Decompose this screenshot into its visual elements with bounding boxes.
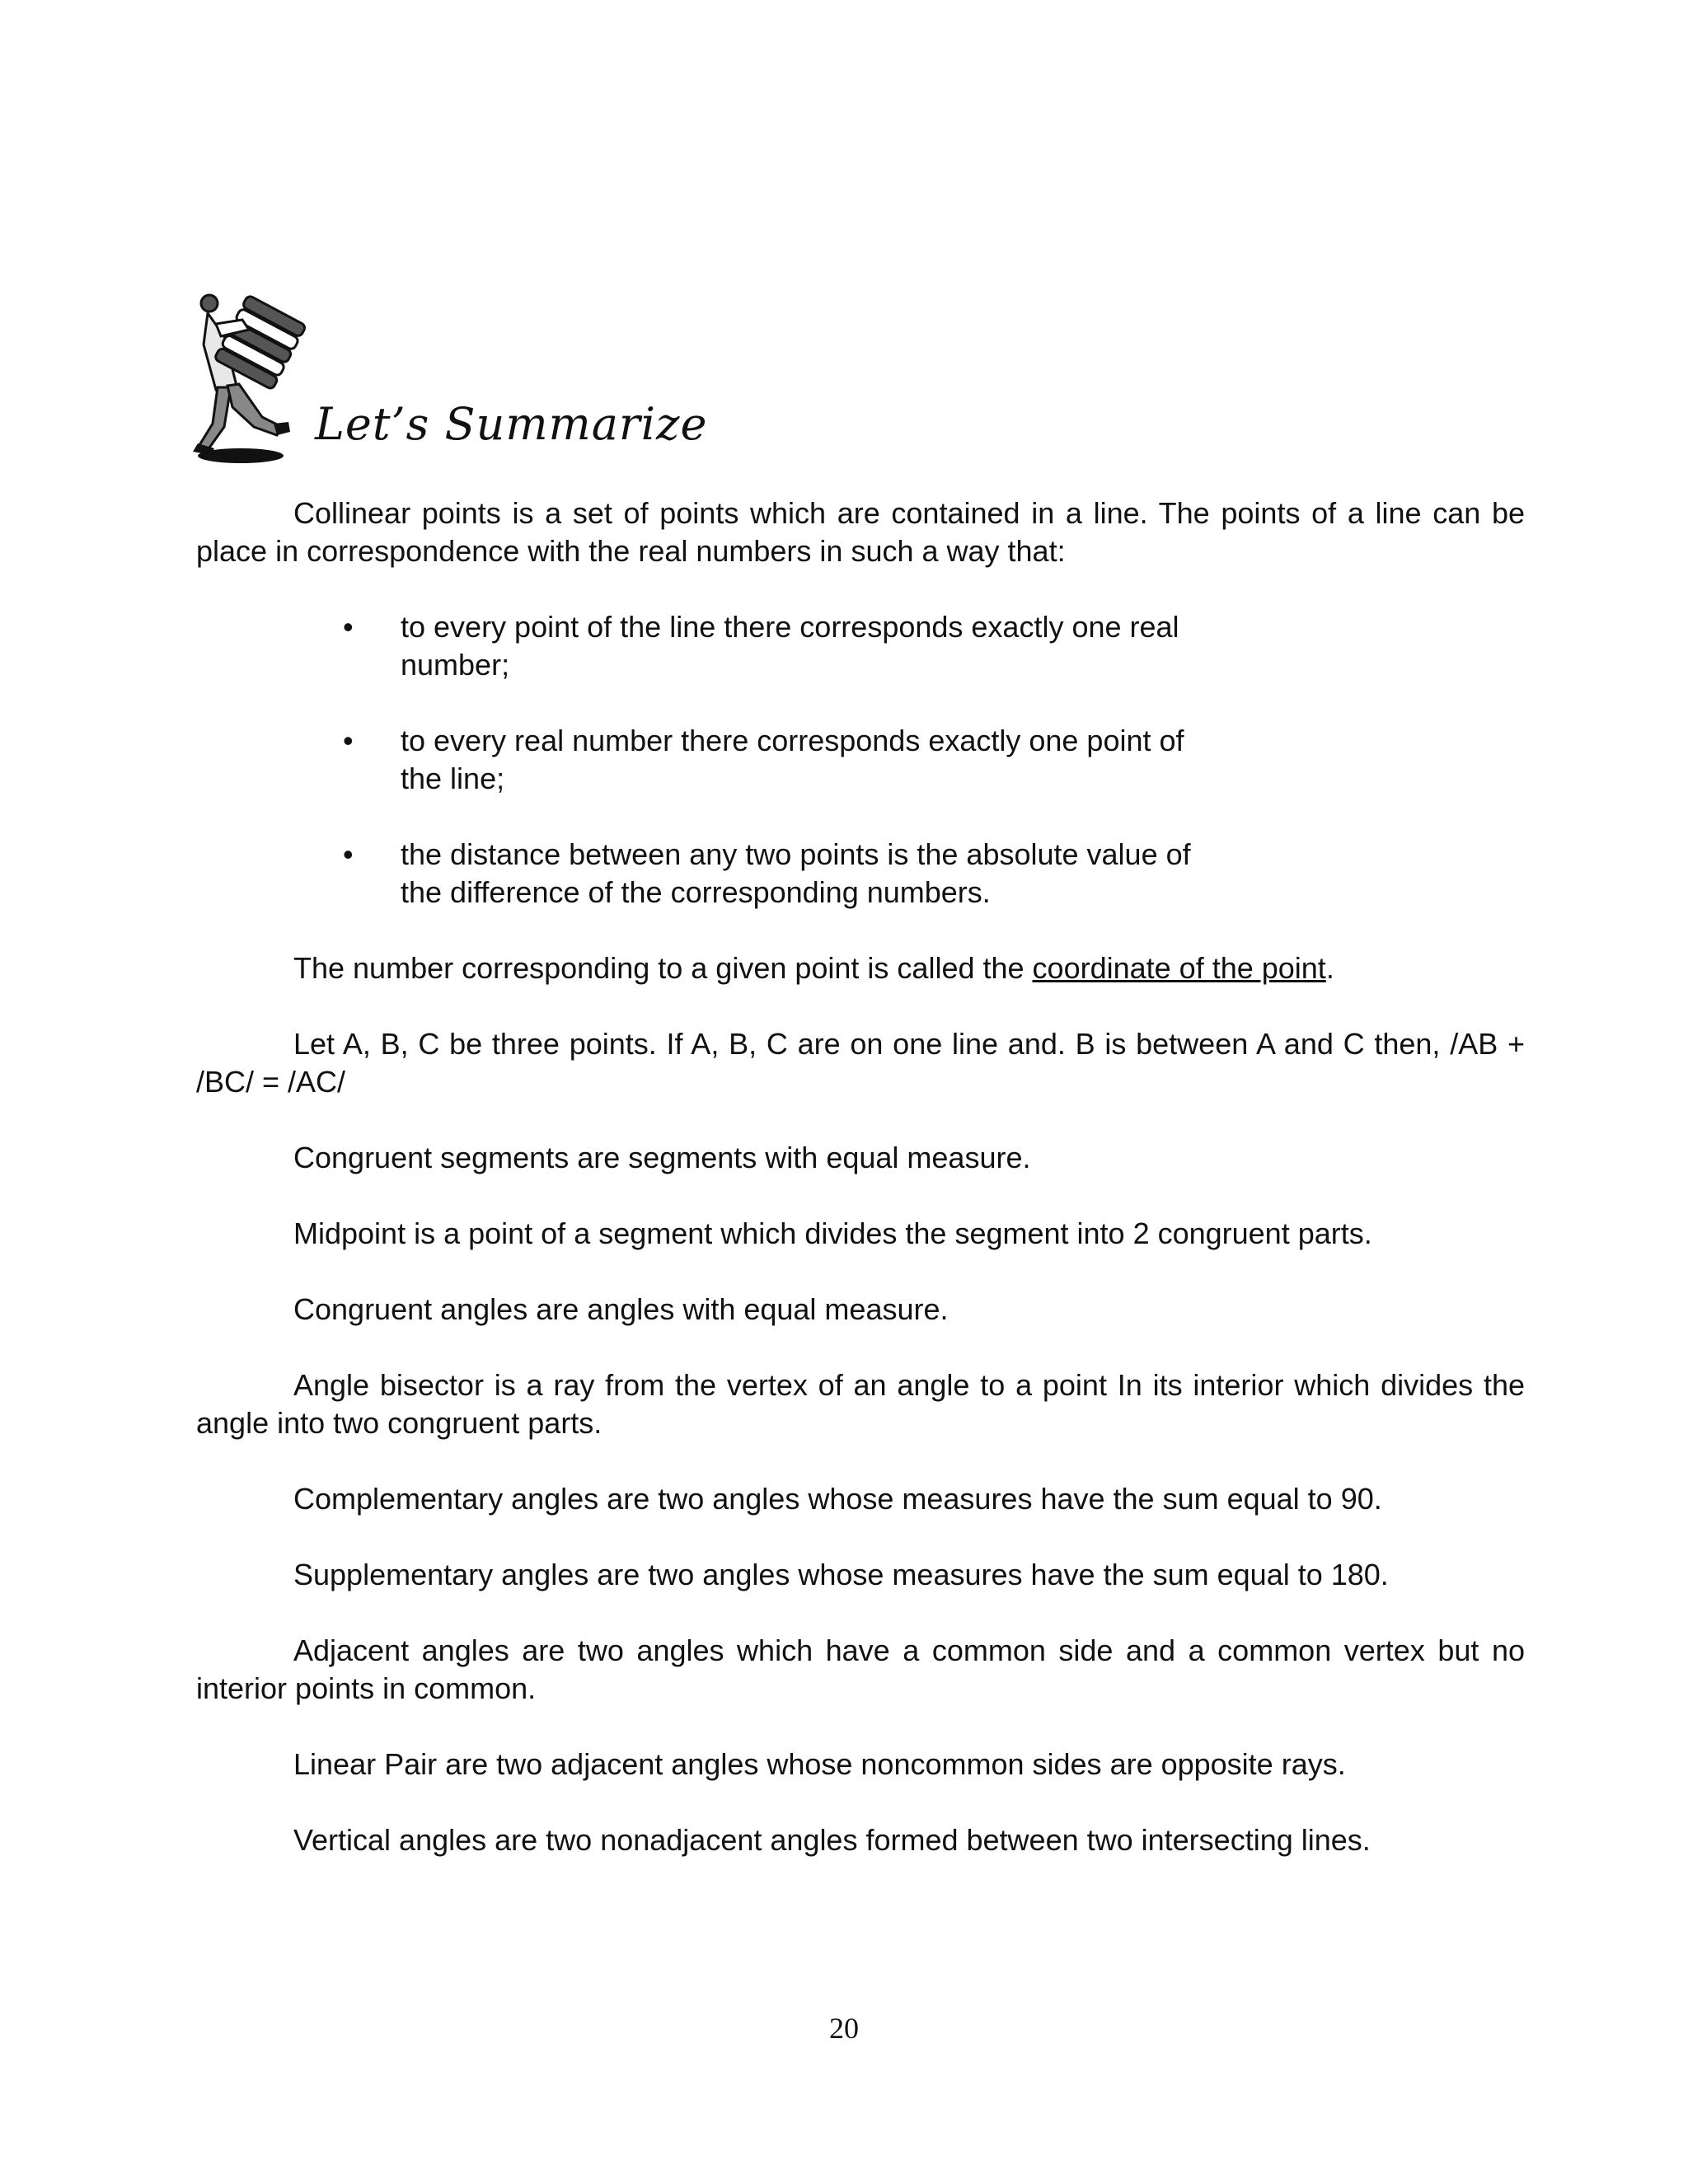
- vertical-angles-paragraph: Vertical angles are two nonadjacent angles formed between two intersecting lines.: [293, 1823, 1371, 1857]
- section-title: Let’s Summarize: [315, 398, 708, 450]
- congruent-segments-paragraph: Congruent segments are segments with equal measure.: [293, 1141, 1031, 1174]
- person-carrying-books-icon: [191, 287, 307, 468]
- congruent-angles-paragraph: Congruent angles are angles with equal measure.: [293, 1292, 949, 1326]
- bullet-text: to every real number there corresponds exactly one point of the line;: [401, 724, 1184, 795]
- summary-body: [196, 494, 1525, 1897]
- angle-bisector-paragraph: Angle bisector is a ray from the vertex of an angle to a point In its interior which divides the angle into two congruent parts.: [196, 1368, 1525, 1440]
- coordinate-paragraph: [196, 949, 1525, 987]
- bullet-symbol: •: [343, 837, 354, 871]
- bullet-list: [196, 608, 1525, 912]
- list-item: [343, 608, 1225, 684]
- midpoint-paragraph: Midpoint is a point of a segment which divides the segment into 2 congruent parts.: [293, 1216, 1372, 1250]
- bullet-text: to every point of the line there corresponds exactly one real number;: [401, 610, 1179, 682]
- adjacent-angles-paragraph: Adjacent angles are two angles which have a common side and a common vertex but no interior points in common.: [196, 1633, 1525, 1705]
- coordinate-term: coordinate of the point: [1032, 951, 1326, 985]
- bullet-text: the distance between any two points is the absolute value of the difference of the corresponding numbers.: [401, 837, 1191, 909]
- betweenness-paragraph: Let A, B, C be three points. If A, B, C are on one line and. B is between A and C then, /AB + /BC/ = /AC/: [196, 1027, 1525, 1099]
- coordinate-text-before: The number corresponding to a given point is called the: [293, 951, 1033, 985]
- supplementary-angles-paragraph: Supplementary angles are two angles whose measures have the sum equal to 180.: [293, 1558, 1389, 1591]
- linear-pair-paragraph: Linear Pair are two adjacent angles whose noncommon sides are opposite rays.: [293, 1747, 1346, 1781]
- bullet-symbol: •: [343, 724, 354, 757]
- intro-paragraph: Collinear points is a set of points which are contained in a line. The points of a line can be place in correspondence with the real numbers in such a way that:: [196, 496, 1525, 568]
- list-item: [343, 722, 1225, 798]
- complementary-angles-paragraph: Complementary angles are two angles whose measures have the sum equal to 90.: [293, 1482, 1382, 1516]
- page-number: 20: [829, 2012, 859, 2045]
- coordinate-text-after: .: [1325, 951, 1334, 985]
- list-item: [343, 836, 1225, 912]
- bullet-symbol: •: [343, 610, 354, 644]
- section-header: [191, 287, 933, 468]
